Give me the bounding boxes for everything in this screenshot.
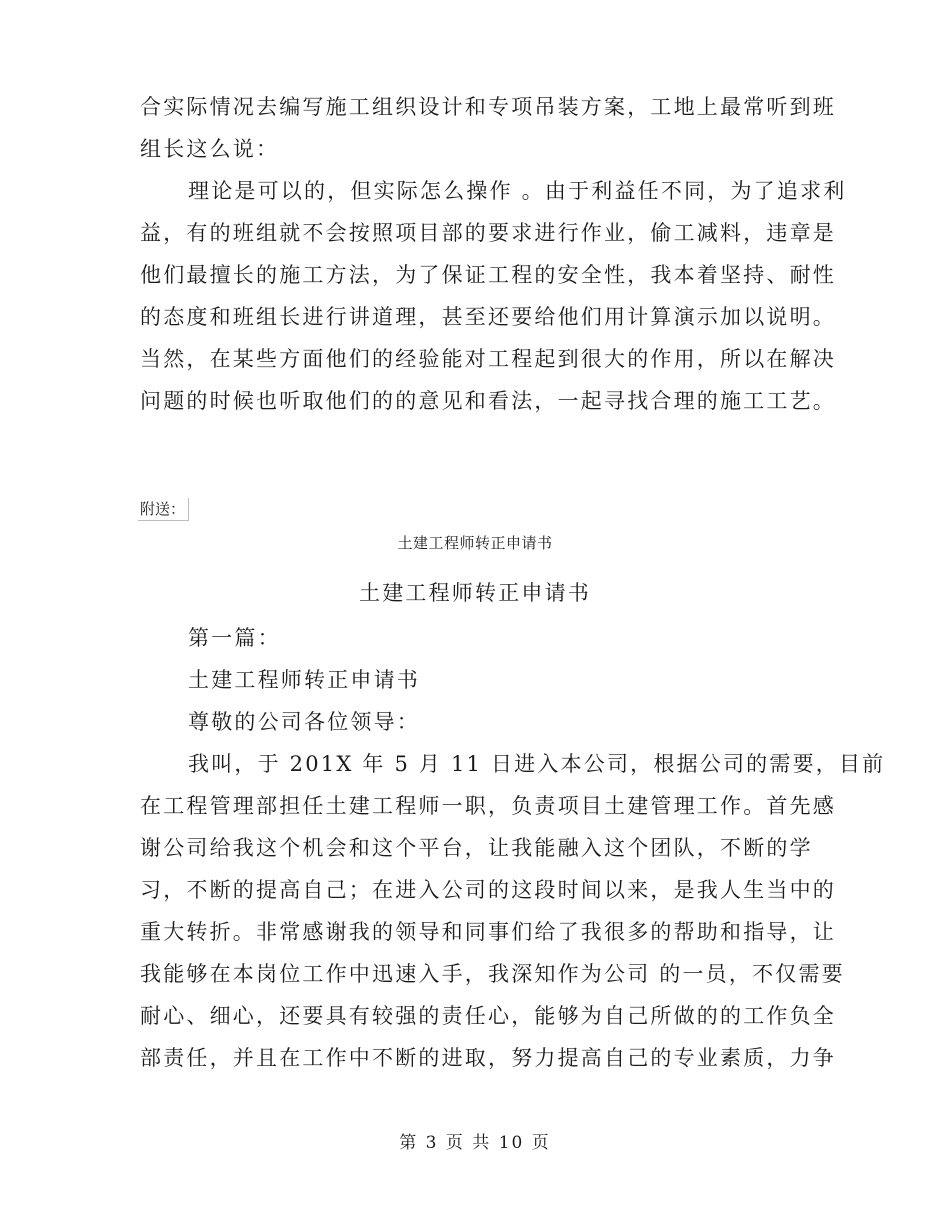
paragraph-line: 组长这么说： [140,137,280,161]
salutation: 尊敬的公司各位领导： [188,710,420,734]
paragraph-line: 理论是可以的，但实际怎么操作 。由于利益任不同，为了追求利 [188,179,847,203]
paragraph-line: 益，有的班组就不会按照项目部的要求进行作业，偷工减料，违章是 [140,221,836,245]
page-footer: 第 3 页 共 10 页 [399,1133,551,1153]
paragraph-line: 当然，在某些方面他们的经验能对工程起到很大的作用，所以在解决 [140,347,836,371]
paragraph-line: 他们最擅长的施工方法，为了保证工程的安全性，我本着坚持、耐性 [140,263,836,287]
paragraph-line: 谢公司给我这个机会和这个平台，让我能融入这个团队，不断的学 [140,836,813,860]
attachment-label: 附送： [138,498,189,521]
document-heading: 土建工程师转正申请书 [188,668,420,692]
chapter-heading: 第一篇： [188,626,281,650]
small-title: 土建工程师转正申请书 [397,534,553,552]
paragraph-line: 的态度和班组长进行讲道理，甚至还要给他们用计算演示加以说明。 [140,305,836,329]
paragraph-line: 问题的时候也听取他们的的意见和看法，一起寻找合理的施工工艺。 [140,389,836,413]
paragraph-line: 耐心、细心，还要具有较强的责任心，能够为自己所做的的工作负全 [140,1004,836,1028]
paragraph-line: 我叫，于 201X 年 5 月 11 日进入本公司，根据公司的需要，目前 [188,752,886,776]
paragraph-line: 我能够在本岗位工作中迅速入手，我深知作为公司 的一员，不仅需要 [140,962,845,986]
paragraph-line: 重大转折。非常感谢我的领导和同事们给了我很多的帮助和指导，让 [140,920,836,944]
paragraph-line: 在工程管理部担任土建工程师一职，负责项目土建管理工作。首先感 [140,794,836,818]
main-title: 土建工程师转正申请书 [359,581,591,605]
paragraph-line: 合实际情况去编写施工组织设计和专项吊装方案，工地上最常听到班 [140,95,836,119]
paragraph-line: 部责任，并且在工作中不断的进取，努力提高自己的专业素质，力争 [140,1046,836,1070]
paragraph-line: 习，不断的提高自己；在进入公司的这段时间以来，是我人生当中的 [140,878,836,902]
